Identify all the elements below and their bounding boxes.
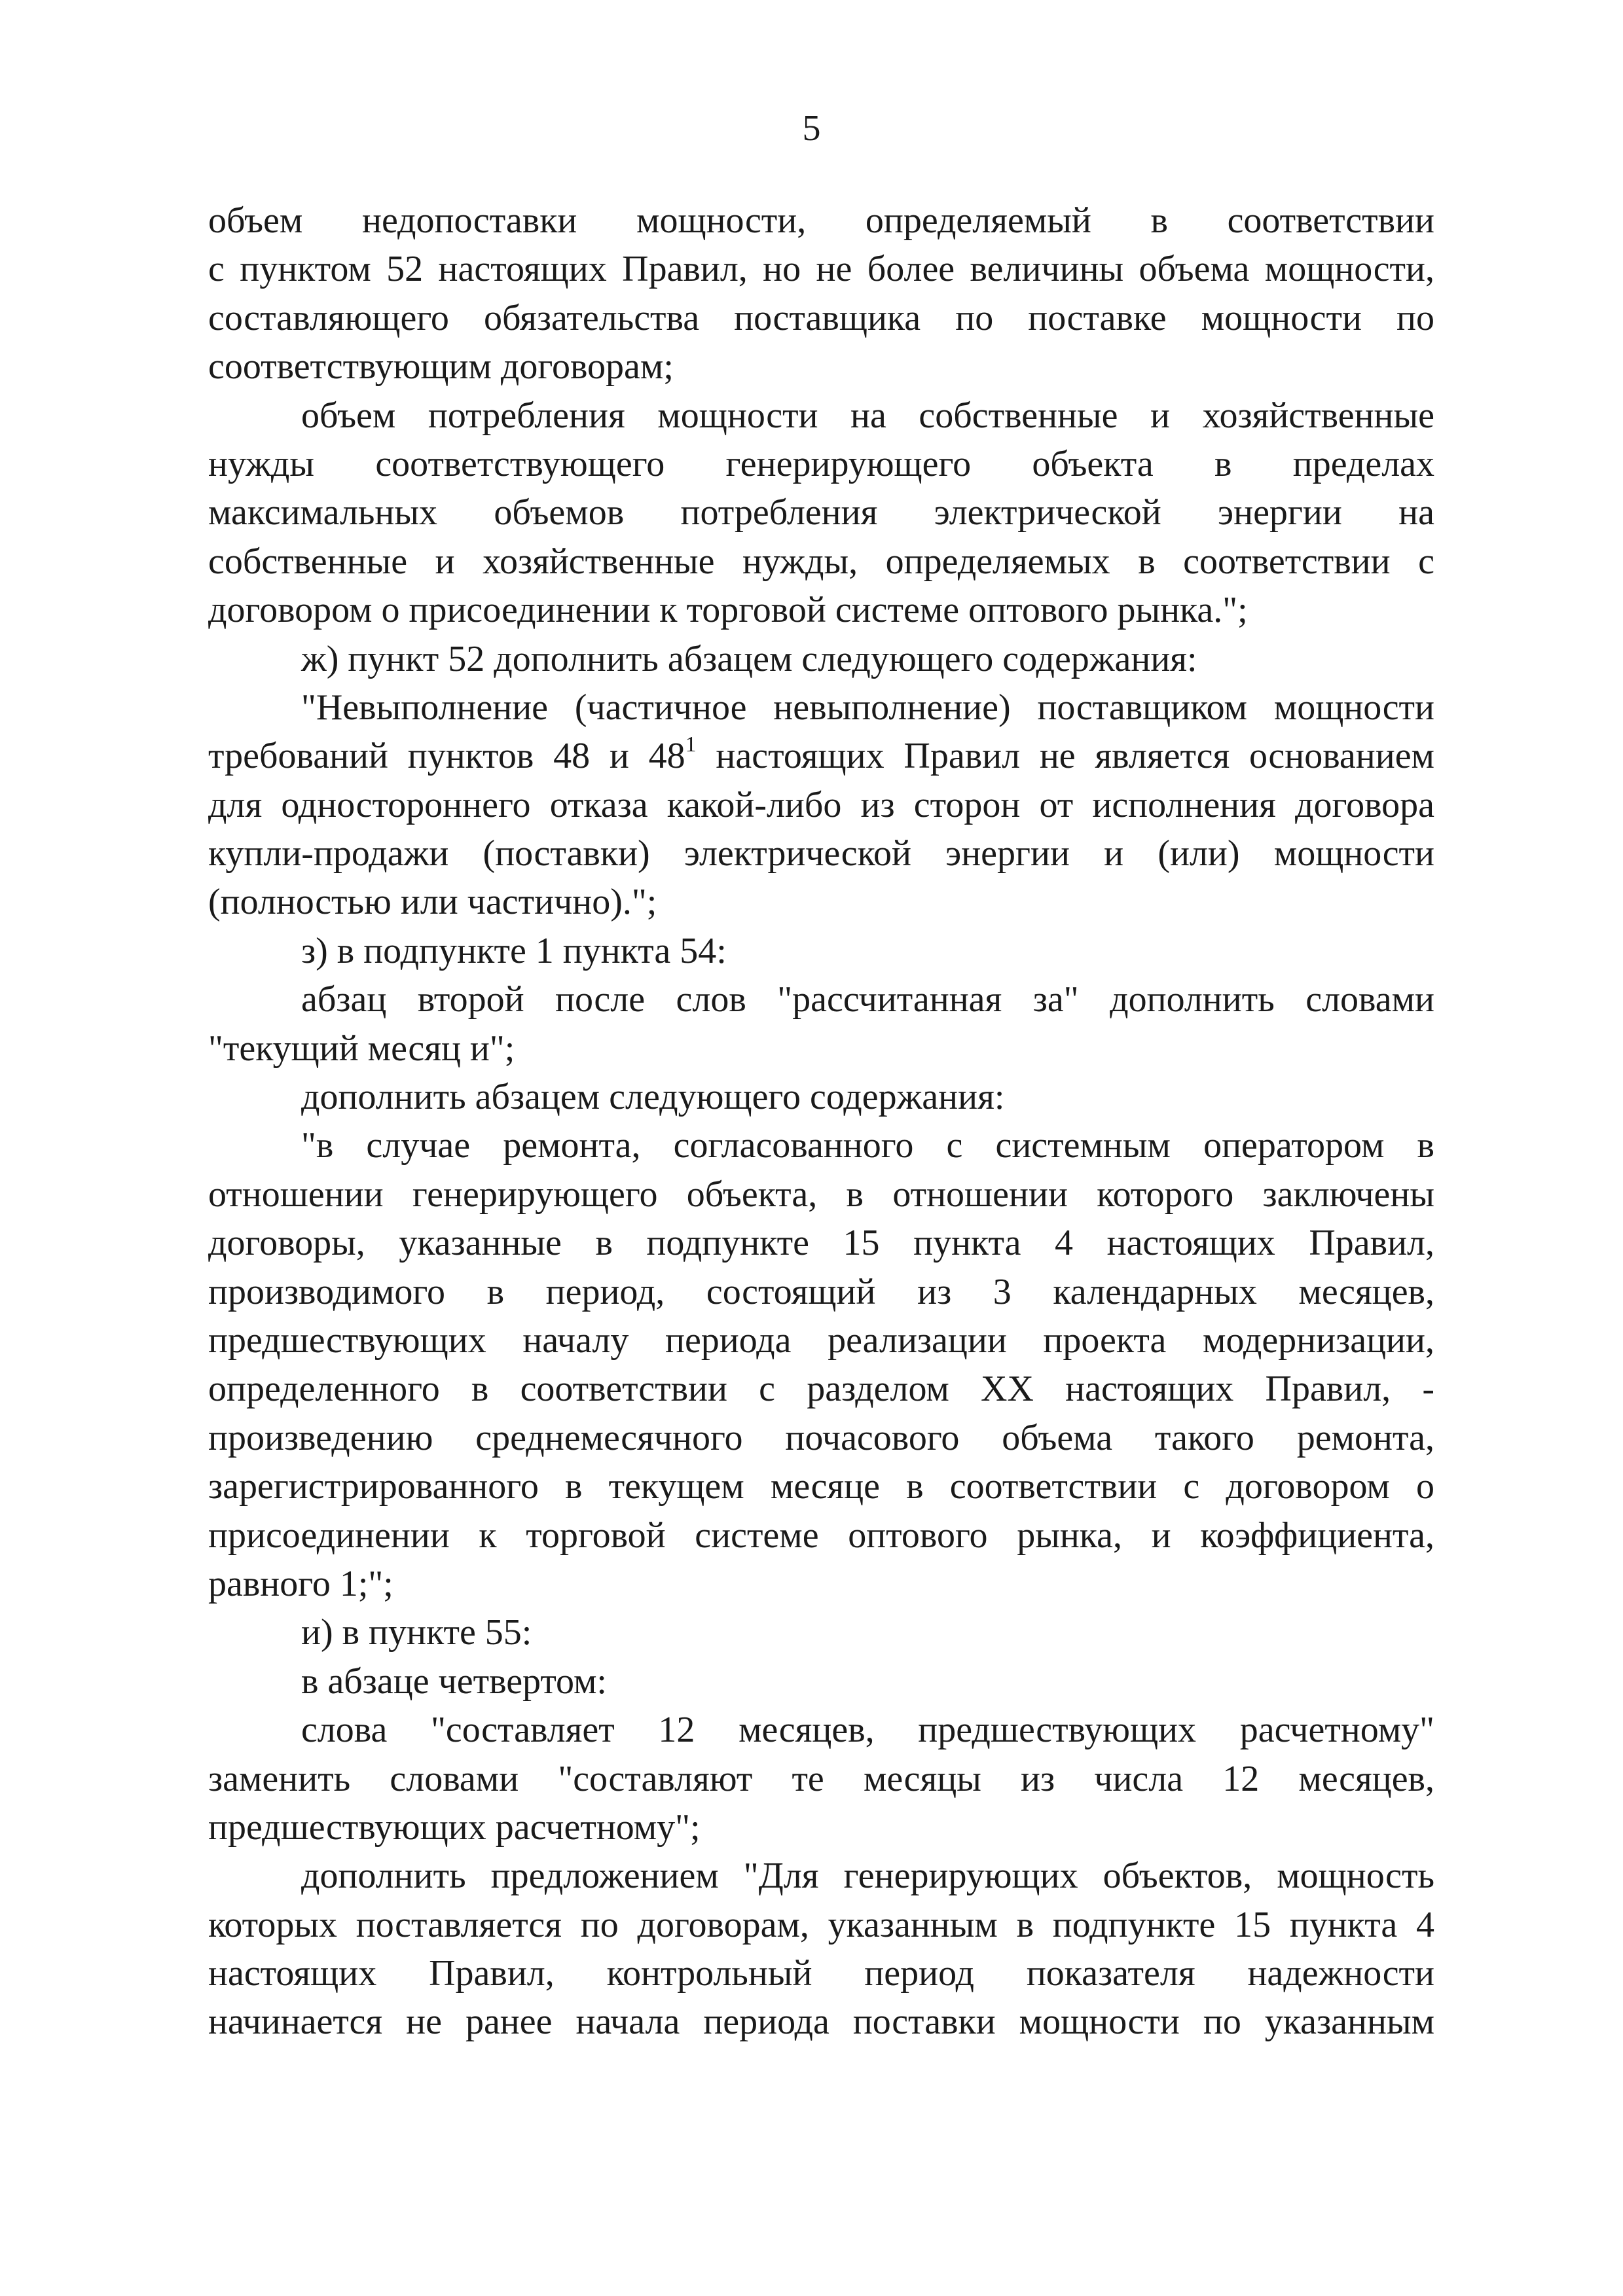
- page-number: 5: [802, 108, 821, 149]
- text-line: в абзаце четвертом:: [301, 1660, 607, 1702]
- text-line: слова "составляет 12 месяцев, предшествующих расчетному": [301, 1710, 1434, 1751]
- text-line: (полностью или частично).";: [208, 882, 657, 923]
- text-line: "в случае ремонта, согласованного с системным оператором в: [301, 1125, 1434, 1166]
- text-line: купли-продажи (поставки) электрической энергии и (или) мощности: [208, 833, 1434, 874]
- text-line-with-superscript: [208, 732, 1434, 780]
- text-line: которых поставляется по договорам, указанным в подпункте 15 пункта 4: [208, 1904, 1434, 1945]
- text-line: произведению среднемесячного почасового объема такого ремонта,: [208, 1417, 1434, 1458]
- text-line: равного 1;";: [208, 1563, 393, 1604]
- text-line: объем потребления мощности на собственные и хозяйственные: [301, 395, 1434, 436]
- text-line: присоединении к торговой системе оптового рынка, и коэффициента,: [208, 1515, 1434, 1556]
- text-line: "текущий месяц и";: [208, 1028, 515, 1069]
- text-line: с пунктом 52 настоящих Правил, но не более величины объема мощности,: [208, 249, 1434, 290]
- text-line: предшествующих расчетному";: [208, 1806, 701, 1848]
- text-line: отношении генерирующего объекта, в отношении которого заключены: [208, 1174, 1434, 1215]
- text-line: договором о присоединении к торговой системе оптового рынка.";: [208, 590, 1248, 631]
- text-fragment: требований пунктов 48 и 48: [208, 736, 685, 777]
- text-line: настоящих Правил, контрольный период показателя надежности: [208, 1953, 1434, 1994]
- text-line: "Невыполнение (частичное невыполнение) поставщиком мощности: [301, 687, 1434, 728]
- text-line: абзац второй после слов "рассчитанная за" дополнить словами: [301, 979, 1434, 1020]
- text-line: нужды соответствующего генерирующего объекта в пределах: [208, 443, 1434, 484]
- text-line: объем недопоставки мощности, определяемый в соответствии: [208, 200, 1434, 241]
- text-line: соответствующим договорам;: [208, 346, 674, 387]
- text-line: дополнить абзацем следующего содержания:: [301, 1077, 1005, 1118]
- text-line: собственные и хозяйственные нужды, определяемых в соответствии с: [208, 541, 1434, 582]
- text-line: заменить словами "составляют те месяцы из числа 12 месяцев,: [208, 1758, 1434, 1799]
- text-line: предшествующих началу периода реализации проекта модернизации,: [208, 1319, 1434, 1361]
- text-line: ж) пункт 52 дополнить абзацем следующего содержания:: [301, 638, 1197, 679]
- document-body: [208, 196, 1434, 2047]
- text-line: производимого в период, состоящий из 3 календарных месяцев,: [208, 1271, 1434, 1312]
- text-line: дополнить предложением "Для генерирующих объектов, мощность: [301, 1856, 1434, 1897]
- text-fragment: настоящих Правил не является основанием: [696, 736, 1434, 777]
- text-line: начинается не ранее начала периода поставки мощности по указанным: [208, 2001, 1434, 2043]
- superscript: 1: [685, 732, 697, 757]
- text-line: определенного в соответствии с разделом XX настоящих Правил, -: [208, 1369, 1434, 1410]
- text-line: максимальных объемов потребления электрической энергии на: [208, 492, 1434, 533]
- text-line: и) в пункте 55:: [301, 1612, 532, 1653]
- text-line: договоры, указанные в подпункте 15 пункта 4 настоящих Правил,: [208, 1223, 1434, 1264]
- text-line: для одностороннего отказа какой-либо из сторон от исполнения договора: [208, 784, 1434, 825]
- text-line: составляющего обязательства поставщика по поставке мощности по: [208, 297, 1434, 338]
- text-line: зарегистрированного в текущем месяце в соответствии с договором о: [208, 1466, 1434, 1507]
- text-line: з) в подпункте 1 пункта 54:: [301, 930, 727, 971]
